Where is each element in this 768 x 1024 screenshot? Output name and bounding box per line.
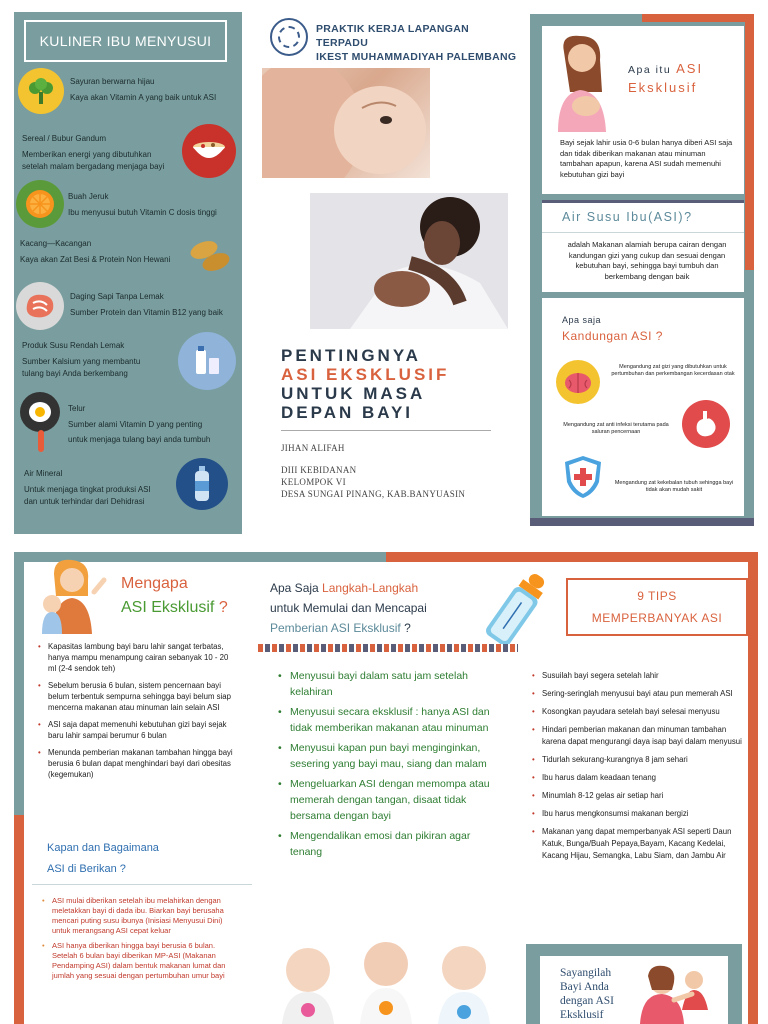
- tips-title-box: [566, 578, 748, 636]
- decorative-dots: [258, 644, 518, 652]
- author-name: JIHAN ALIFAH: [281, 443, 345, 453]
- food-name: Sayuran berwarna hijau: [70, 77, 155, 86]
- mother-baby-illustration-icon: [550, 32, 616, 132]
- sayangilah-line: dengan ASI: [560, 995, 614, 1007]
- food-desc: setelah malam bergadang menjaga bayi: [22, 162, 165, 171]
- tips-list: [532, 670, 742, 868]
- brain-icon: [556, 360, 600, 404]
- kuliner-title: KULINER IBU MENYUSUI: [24, 20, 227, 62]
- title-part: Langkah-Langkah: [322, 581, 419, 595]
- food-desc: Untuk menjaga tingkat produksi ASI: [24, 485, 151, 494]
- accent-bar: [386, 552, 758, 562]
- list-item: • Menyusui secara eksklusif : hanya ASI dan tidak memberikan makanan atau minuman: [278, 704, 494, 736]
- section-rule: [542, 232, 744, 233]
- broccoli-icon: [18, 68, 64, 114]
- institution-logo-icon: [270, 18, 308, 56]
- header-line-2: IKEST MUHAMMADIYAH PALEMBANG: [316, 51, 517, 63]
- title-part: Kapan dan Bagaimana: [47, 842, 159, 854]
- cover-title: [281, 346, 449, 422]
- food-desc: Sumber Kalsium yang membantu: [22, 357, 141, 366]
- title-part: Pemberian ASI Eksklusif: [270, 621, 401, 635]
- food-desc: Sumber Protein dan Vitamin B12 yang baik: [70, 308, 223, 317]
- food-item-susu: [22, 340, 178, 380]
- kapan-list: [42, 896, 238, 986]
- cereal-bowl-icon: [182, 124, 236, 178]
- food-name: Produk Susu Rendah Lemak: [22, 341, 125, 350]
- kandungan-item: Mengandung zat anti infeksi terutama pada saluran pencernaan: [563, 422, 669, 435]
- list-item: • Ibu harus dalam keadaan tenang: [532, 772, 742, 784]
- food-desc: Kaya akan Vitamin A yang baik untuk ASI: [70, 93, 217, 102]
- author-program: DIII KEBIDANAN: [281, 465, 357, 475]
- accent-bar: [748, 552, 758, 1024]
- orange-icon: [16, 180, 64, 228]
- cover-title-line: PENTINGNYA: [281, 346, 421, 365]
- list-item: • Menyusui bayi dalam satu jam setelah kelahiran: [278, 668, 494, 700]
- list-item: • ASI saja dapat memenuhi kebutuhan gizi bayi sejak baru lahir sampai berumur 6 bulan: [38, 719, 238, 741]
- food-desc: Ibu menyusui butuh Vitamin C dosis tinggi: [68, 208, 217, 217]
- food-desc: tulang bayi Anda berkembang: [22, 369, 128, 378]
- air-susu-title: Air Susu Ibu(ASI)?: [562, 210, 693, 224]
- kandungan-item: Mengandung zat kekebalan tubuh sehingga bayi tidak akan mudah sakit: [614, 480, 734, 493]
- divider: [281, 430, 491, 431]
- list-item: • Ibu harus mengkonsumsi makanan bergizi: [532, 808, 742, 820]
- food-item-sereal: [22, 133, 182, 173]
- author-location: DESA SUNGAI PINANG, KAB.BANYUASIN: [281, 489, 466, 499]
- food-desc: Memberikan energi yang dibutuhkan: [22, 150, 152, 159]
- food-item-air: [24, 468, 180, 508]
- title-part: Eksklusif: [628, 80, 698, 95]
- photo-mother-nursing: [310, 193, 508, 329]
- pan-handle: [38, 430, 44, 452]
- title-part: Kandungan ASI ?: [562, 329, 663, 343]
- tips-title: MEMPERBANYAK ASI: [591, 611, 723, 625]
- author-group: KELOMPOK VI: [281, 477, 346, 487]
- stomach-icon: [682, 400, 730, 448]
- list-item: • ASI mulai diberikan setelah ibu melahirkan dengan meletakkan bayi di dada ibu. Biarkan bayi berusaha mencari puting susu ibunya (Inisiasi Menyusui Dini) untuk merangsang ASI cepat keluar: [42, 896, 238, 936]
- title-part: ?: [404, 621, 411, 635]
- list-item: • Sering-seringlah menyusui bayi atau pun memerah ASI: [532, 688, 742, 700]
- food-desc: untuk menjaga tulang bayi anda tumbuh: [68, 435, 211, 444]
- sayangilah-line: Eksklusif: [560, 1009, 604, 1021]
- institution-header: [270, 18, 520, 63]
- food-name: Sereal / Bubur Gandum: [22, 134, 107, 143]
- tips-title: 9 TIPS: [637, 589, 677, 603]
- cover-title-line: DEPAN BAYI: [281, 403, 414, 422]
- list-item: • Tidurlah sekurang-kurangnya 8 jam sehari: [532, 754, 742, 766]
- section-rule: [542, 200, 744, 203]
- apa-itu-body: Bayi sejak lahir usia 0-6 bulan hanya diberi ASI saja dan tidak diberikan makanan atau minuman tambahan apapun, karena ASI sudah memenuhi kebutuhan gizi bayi: [560, 138, 733, 179]
- list-item: • Hindari pemberian makanan dan minuman tambahan karena dapat mengurangi daya isap bayi dalam menyusui: [532, 724, 742, 748]
- title-part: ASI Eksklusif: [121, 599, 215, 616]
- food-desc: Sumber alami Vitamin D yang penting: [68, 420, 203, 429]
- title-part: Apa itu: [628, 64, 672, 76]
- list-item: • Makanan yang dapat memperbanyak ASI seperti Daun Katuk, Bunga/Buah Pepaya,Bayam, Kacang Kedelai, Kacang Hijau, Semangka, Labu Siam, dan Jambu Air: [532, 826, 742, 862]
- air-susu-body: adalah Makanan alamiah berupa cairan dengan kandungan gizi yang cukup dan sesuai dengan kebutuhan bayi, sehingga bayi tumbuh dan berkembang dengan baik: [567, 240, 727, 281]
- mother-hug-baby-illustration-icon: [636, 960, 722, 1024]
- peanut-icon: [186, 234, 236, 278]
- author-block: [281, 442, 465, 500]
- list-item: • Kapasitas lambung bayi baru lahir sangat terbatas, hanya mampu menampung cairan sebanyak 10 - 20 ml (2-4 sendok teh): [38, 641, 238, 674]
- list-item: • Mengeluarkan ASI dengan memompa atau memerah dengan tangan, disaat tidak bersama dengan bayi: [278, 776, 494, 824]
- food-desc: dan untuk terhindar dari Dehidrasi: [24, 497, 145, 506]
- shield-cross-icon: [560, 454, 606, 500]
- food-item-jeruk: [68, 191, 238, 219]
- food-item-daging: [70, 291, 240, 319]
- title-part: ASI: [676, 61, 704, 76]
- accent-bar: [745, 14, 754, 270]
- food-desc: Kaya akan Zat Besi & Protein Non Hewani: [20, 255, 171, 264]
- kapan-title: [47, 838, 159, 880]
- title-part: ASI di Berikan ?: [47, 863, 126, 875]
- food-name: Air Mineral: [24, 469, 63, 478]
- cover-title-highlight: ASI EKSKLUSIF: [281, 365, 450, 384]
- title-part: Mengapa: [121, 575, 188, 592]
- mengapa-list: [38, 641, 238, 786]
- accent-bar: [14, 815, 24, 1024]
- list-item: • Menunda pemberian makanan tambahan hingga bayi berusia 6 bulan dapat menghindari bayi dari obesitas (kegemukan): [38, 747, 238, 780]
- photo-baby-breastfeeding: [262, 68, 430, 178]
- cover-title-line: UNTUK MASA: [281, 384, 426, 403]
- baby-bottle-icon: [478, 568, 558, 654]
- food-item-sayuran: [70, 76, 238, 104]
- food-name: Daging Sapi Tanpa Lemak: [70, 292, 164, 301]
- food-name: Telur: [68, 404, 86, 413]
- langkah-list: [278, 668, 494, 864]
- mother-child-illustration-icon: [32, 556, 110, 634]
- sayangilah-text: [560, 966, 614, 1022]
- food-name: Buah Jeruk: [68, 192, 109, 201]
- apa-itu-title: [628, 60, 738, 97]
- header-line-1: PRAKTIK KERJA LAPANGAN TERPADU: [316, 23, 470, 49]
- list-item: • Mengendalikan emosi dan pikiran agar tenang: [278, 828, 494, 860]
- mengapa-title: [121, 572, 228, 620]
- photo-three-babies: [268, 934, 498, 1024]
- meat-icon: [16, 282, 64, 330]
- kandungan-title: [562, 312, 663, 344]
- list-item: • Susuilah bayi segera setelah lahir: [532, 670, 742, 682]
- list-item: • Sebelum berusia 6 bulan, sistem pencernaan bayi belum terbentuk sempurna sehingga bayi belum siap mencerna makanan atau minuman lain selain ASI: [38, 680, 238, 713]
- list-item: • Minumlah 8-12 gelas air setiap hari: [532, 790, 742, 802]
- list-item: • Menyusui kapan pun bayi menginginkan, sesering yang bayi mau, siang dan malam: [278, 740, 494, 772]
- list-item: • Kosongkan payudara setelah bayi selesai menyusu: [532, 706, 742, 718]
- title-part: Apa Saja: [270, 581, 319, 595]
- food-item-kacang: [20, 238, 188, 266]
- milk-icon: [178, 332, 236, 390]
- institution-name: [316, 22, 520, 64]
- food-item-telur: [68, 403, 236, 446]
- water-bottle-icon: [176, 458, 228, 510]
- list-item: • ASI hanya diberikan hingga bayi berusia 6 bulan. Setelah 6 bulan bayi diberikan MP-ASI (Makanan Pendamping ASI) dalam bentuk makanan lumat dan jumlah yang sesuai dengan pertumbuhan umur bayi: [42, 941, 238, 981]
- accent-bar: [530, 518, 754, 526]
- kandungan-item: Mengandung zat gizi yang dibutuhkan untuk pertumbuhan dan perkembangan kecerdasan otak: [611, 364, 735, 377]
- accent-bar: [642, 14, 754, 22]
- section-rule: [32, 884, 252, 885]
- sayangilah-line: Bayi Anda: [560, 981, 609, 993]
- langkah-title: [270, 578, 480, 638]
- egg-pan-icon: [20, 392, 60, 432]
- sayangilah-line: Sayangilah: [560, 967, 612, 979]
- title-part: untuk Memulai dan Mencapai: [270, 601, 427, 615]
- title-part: ?: [218, 599, 228, 616]
- title-part: Apa saja: [562, 315, 602, 325]
- food-name: Kacang—Kacangan: [20, 239, 92, 248]
